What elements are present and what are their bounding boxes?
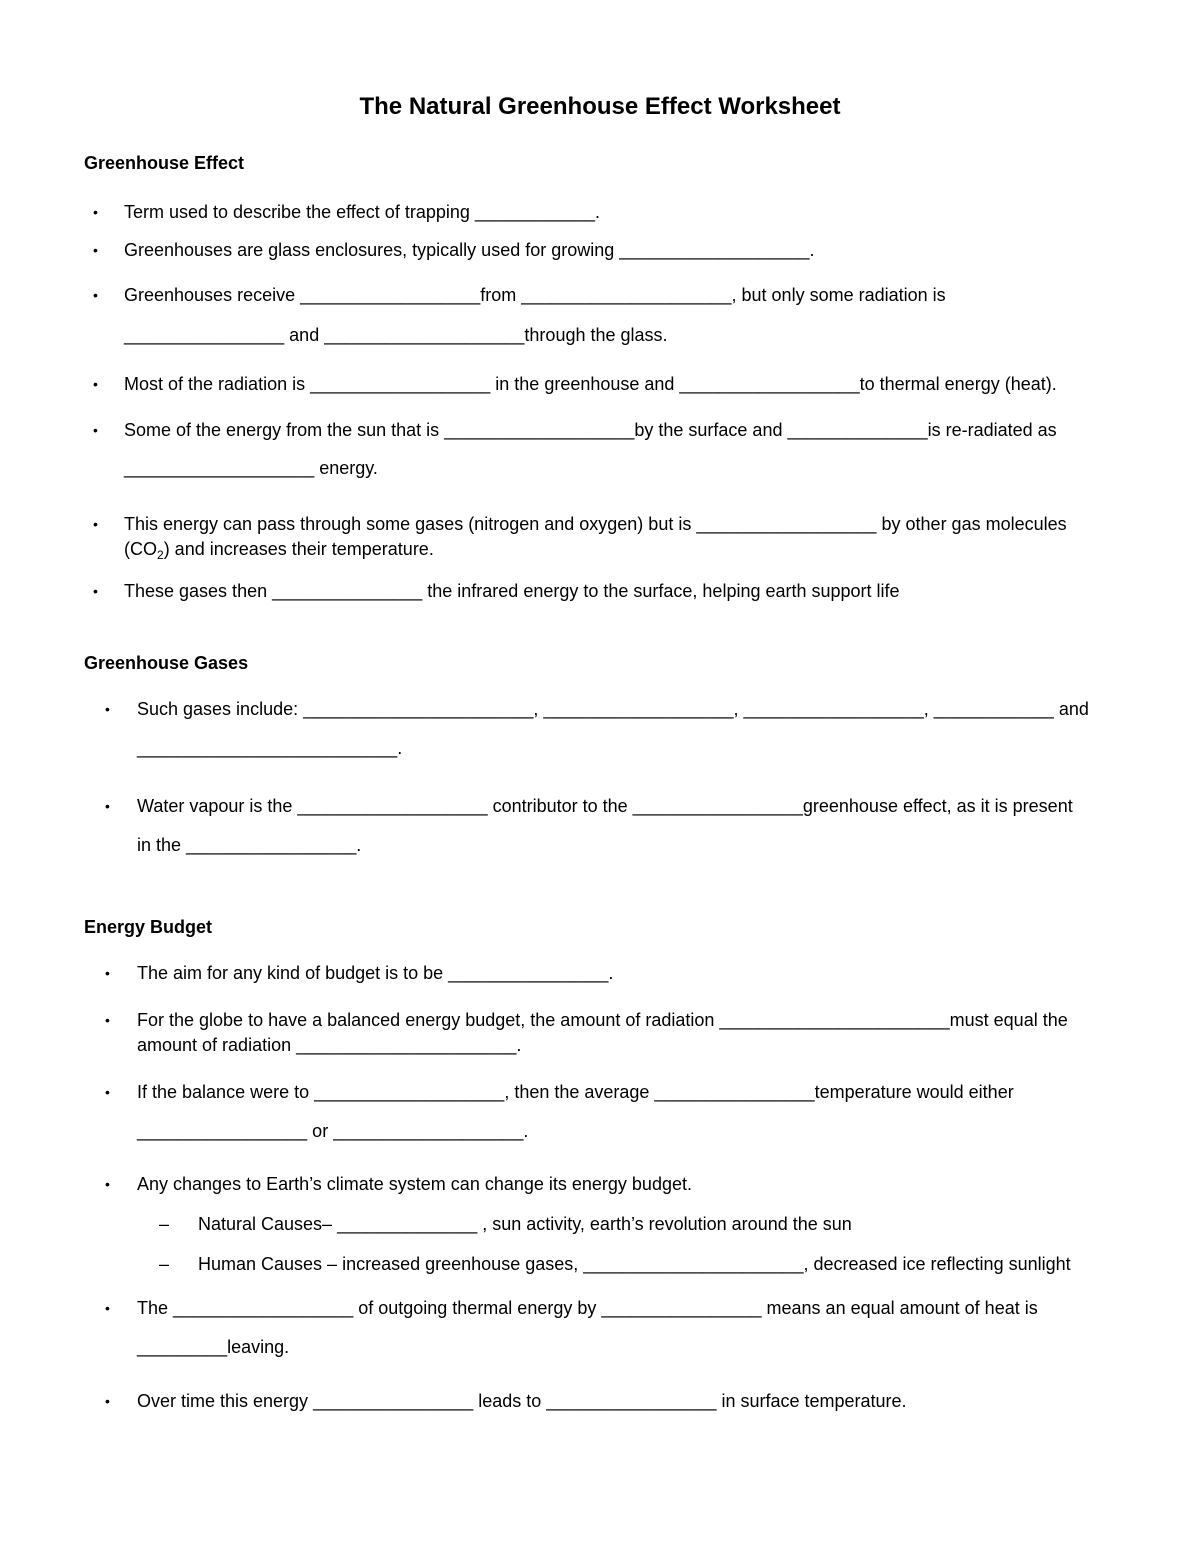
list-item: Most of the radiation is __________________ in the greenhouse and __________________to thermal energy (heat). — [124, 374, 1057, 394]
bullet-icon: • — [93, 422, 98, 438]
list-item: Term used to describe the effect of trapping ____________. — [124, 202, 600, 222]
sub-list-item: Human Causes – increased greenhouse gases, ______________________, decreased ice reflecting sunlight — [198, 1254, 1071, 1274]
bullet-icon: • — [105, 1393, 110, 1409]
bullet-icon: • — [105, 1012, 110, 1028]
list-item: For the globe to have a balanced energy budget, the amount of radiation _______________________must equal the — [137, 1010, 1068, 1030]
section-heading-energy-budget: Energy Budget — [84, 917, 213, 937]
list-item-continuation: ___________________ energy. — [124, 458, 378, 478]
bullet-icon: • — [105, 701, 110, 717]
list-item: Greenhouses receive __________________from _____________________, but only some radiation is — [124, 285, 946, 305]
list-item: Over time this energy ________________ leads to _________________ in surface temperature. — [137, 1391, 907, 1411]
bullet-icon: • — [93, 287, 98, 303]
list-item: If the balance were to ___________________, then the average ________________temperature would either — [137, 1082, 1014, 1102]
list-item-continuation: in the _________________. — [137, 835, 362, 855]
list-item-continuation: amount of radiation ______________________. — [137, 1035, 522, 1055]
bullet-icon: • — [105, 1176, 110, 1192]
list-item-continuation: _________________ or ___________________. — [137, 1121, 529, 1141]
list-item: The aim for any kind of budget is to be ________________. — [137, 963, 614, 983]
list-item: Any changes to Earth’s climate system can change its energy budget. — [137, 1174, 692, 1194]
list-item: These gases then _______________ the infrared energy to the surface, helping earth support life — [124, 581, 900, 601]
list-item: Some of the energy from the sun that is ___________________by the surface and ______________is re-radiated as — [124, 420, 1057, 440]
list-item: This energy can pass through some gases (nitrogen and oxygen) but is __________________ by other gas molecules — [124, 514, 1067, 534]
bullet-icon: • — [93, 376, 98, 392]
bullet-icon: • — [105, 1084, 110, 1100]
page-title: The Natural Greenhouse Effect Worksheet — [359, 93, 841, 120]
bullet-icon: • — [105, 1300, 110, 1316]
sub-list-item: Natural Causes– ______________ , sun activity, earth’s revolution around the sun — [198, 1214, 852, 1234]
dash-icon: – — [159, 1214, 170, 1234]
section-heading-greenhouse-gases: Greenhouse Gases — [84, 653, 249, 673]
section-heading-greenhouse-effect: Greenhouse Effect — [84, 153, 245, 173]
list-item-continuation: __________________________. — [137, 738, 403, 758]
list-item: Water vapour is the ___________________ contributor to the _________________greenhouse effect, as it is present — [137, 796, 1073, 816]
dash-icon: – — [159, 1254, 170, 1274]
list-item-continuation: $(CO_2)$ and increases their temperature. — [124, 539, 434, 562]
bullet-icon: • — [105, 965, 110, 981]
list-item-continuation: _________leaving. — [137, 1337, 290, 1357]
list-item-continuation: ________________ and ____________________through the glass. — [124, 325, 668, 345]
bullet-icon: • — [105, 798, 110, 814]
bullet-icon: • — [93, 204, 98, 220]
bullet-icon: • — [93, 242, 98, 258]
bullet-icon: • — [93, 516, 98, 532]
list-item: Such gases include: _______________________, ___________________, __________________, ____________ and — [137, 699, 1089, 719]
bullet-icon: • — [93, 583, 98, 599]
list-item: The __________________ of outgoing thermal energy by ________________ means an equal amount of heat is — [137, 1298, 1038, 1318]
subscript: 2 — [157, 548, 164, 562]
list-item: Greenhouses are glass enclosures, typically used for growing ___________________. — [124, 240, 815, 260]
